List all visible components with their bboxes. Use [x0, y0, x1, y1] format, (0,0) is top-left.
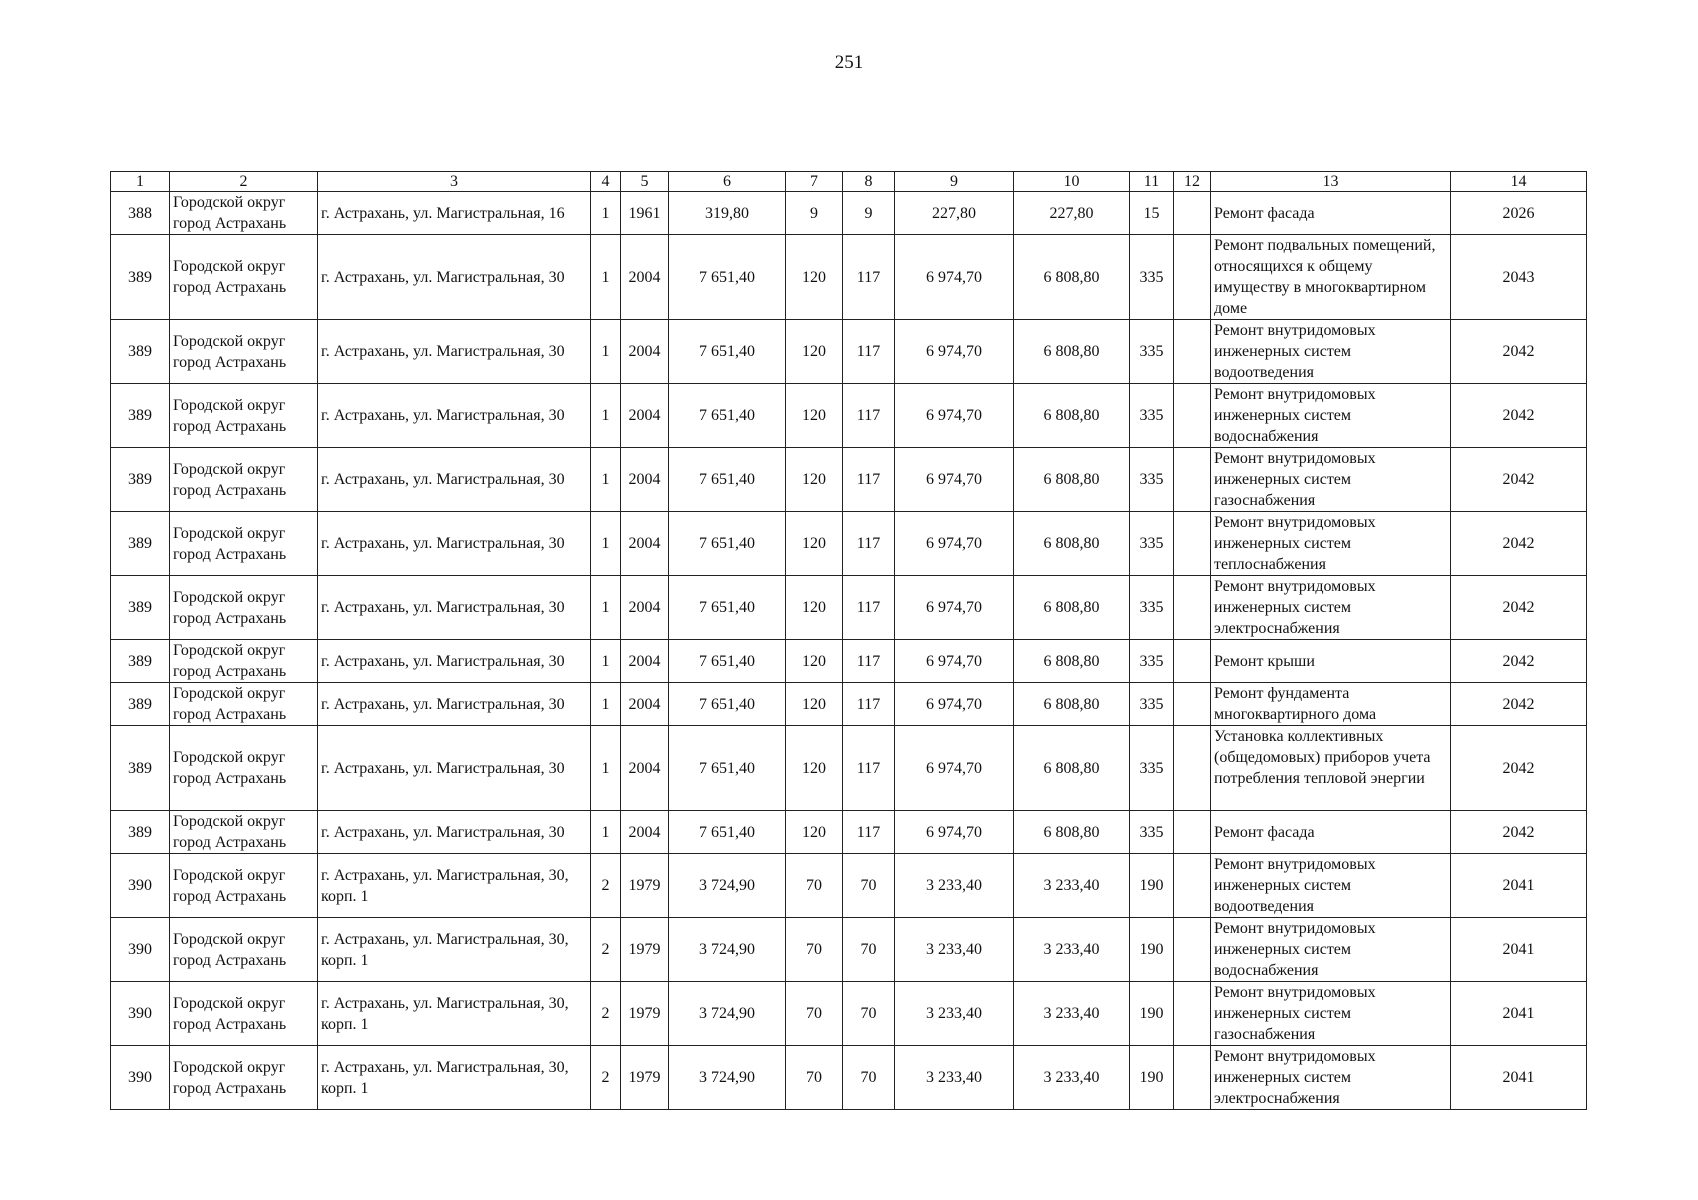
row-number-cell: 390	[111, 854, 170, 918]
living-apartments-cell: 70	[843, 854, 895, 918]
column-header: 13	[1211, 172, 1451, 192]
row-number-cell: 389	[111, 640, 170, 683]
planned-year-cell: 2041	[1451, 854, 1587, 918]
private-area-cell: 6 808,80	[1014, 726, 1130, 811]
private-area-cell: 6 808,80	[1014, 811, 1130, 854]
work-type-cell: Ремонт внутридомовых инженерных систем водоотведения	[1211, 854, 1451, 918]
year-cell: 2004	[621, 320, 669, 384]
total-area-cell: 7 651,40	[669, 384, 786, 448]
apartments-cell: 120	[786, 512, 843, 576]
table-row	[111, 640, 1587, 683]
row-number-cell: 389	[111, 811, 170, 854]
row-number-cell: 388	[111, 192, 170, 235]
table-row	[111, 320, 1587, 384]
living-apartments-cell: 117	[843, 320, 895, 384]
total-area-cell: 3 724,90	[669, 1046, 786, 1110]
total-area-cell: 3 724,90	[669, 982, 786, 1046]
total-area-cell: 319,80	[669, 192, 786, 235]
column-header: 5	[621, 172, 669, 192]
municipality-cell: Городской округ город Астрахань	[170, 683, 318, 726]
total-area-cell: 7 651,40	[669, 320, 786, 384]
living-area-cell: 3 233,40	[895, 982, 1014, 1046]
private-area-cell: 3 233,40	[1014, 1046, 1130, 1110]
column-header: 12	[1174, 172, 1211, 192]
column-header: 10	[1014, 172, 1130, 192]
living-apartments-cell: 117	[843, 235, 895, 320]
living-area-cell: 6 974,70	[895, 811, 1014, 854]
year-cell: 1979	[621, 982, 669, 1046]
living-area-cell: 6 974,70	[895, 448, 1014, 512]
address-cell: г. Астрахань, ул. Магистральная, 30, корп. 1	[318, 854, 591, 918]
municipality-cell: Городской округ город Астрахань	[170, 235, 318, 320]
work-type-cell: Ремонт фундамента многоквартирного дома	[1211, 683, 1451, 726]
address-cell: г. Астрахань, ул. Магистральная, 30	[318, 640, 591, 683]
private-area-cell: 6 808,80	[1014, 640, 1130, 683]
work-type-cell: Ремонт внутридомовых инженерных систем водоотведения	[1211, 320, 1451, 384]
total-area-cell: 7 651,40	[669, 235, 786, 320]
living-area-cell: 3 233,40	[895, 854, 1014, 918]
work-type-cell: Установка коллективных (общедомовых) приборов учета потребления тепловой энергии	[1211, 726, 1451, 811]
residents-cell: 335	[1130, 384, 1174, 448]
private-area-cell: 6 808,80	[1014, 683, 1130, 726]
row-number-cell: 389	[111, 448, 170, 512]
empty-cell	[1174, 384, 1211, 448]
residents-cell: 190	[1130, 854, 1174, 918]
municipality-cell: Городской округ город Астрахань	[170, 982, 318, 1046]
work-type-cell: Ремонт внутридомовых инженерных систем водоснабжения	[1211, 384, 1451, 448]
address-cell: г. Астрахань, ул. Магистральная, 30	[318, 576, 591, 640]
column-header: 8	[843, 172, 895, 192]
apartments-cell: 70	[786, 918, 843, 982]
floors-cell: 2	[591, 1046, 621, 1110]
column-header: 2	[170, 172, 318, 192]
column-header: 11	[1130, 172, 1174, 192]
empty-cell	[1174, 811, 1211, 854]
living-area-cell: 6 974,70	[895, 640, 1014, 683]
residents-cell: 335	[1130, 235, 1174, 320]
column-header: 9	[895, 172, 1014, 192]
column-header: 6	[669, 172, 786, 192]
work-type-cell: Ремонт крыши	[1211, 640, 1451, 683]
municipality-cell: Городской округ город Астрахань	[170, 854, 318, 918]
floors-cell: 1	[591, 320, 621, 384]
planned-year-cell: 2041	[1451, 982, 1587, 1046]
total-area-cell: 3 724,90	[669, 854, 786, 918]
living-apartments-cell: 117	[843, 448, 895, 512]
residents-cell: 335	[1130, 576, 1174, 640]
private-area-cell: 6 808,80	[1014, 235, 1130, 320]
planned-year-cell: 2042	[1451, 320, 1587, 384]
municipality-cell: Городской округ город Астрахань	[170, 576, 318, 640]
planned-year-cell: 2041	[1451, 918, 1587, 982]
apartments-cell: 120	[786, 683, 843, 726]
work-type-cell: Ремонт внутридомовых инженерных систем водоснабжения	[1211, 918, 1451, 982]
year-cell: 1979	[621, 854, 669, 918]
work-type-cell: Ремонт внутридомовых инженерных систем теплоснабжения	[1211, 512, 1451, 576]
municipality-cell: Городской округ город Астрахань	[170, 512, 318, 576]
table-row	[111, 726, 1587, 811]
living-area-cell: 6 974,70	[895, 235, 1014, 320]
row-number-cell: 389	[111, 320, 170, 384]
work-type-cell: Ремонт внутридомовых инженерных систем газоснабжения	[1211, 448, 1451, 512]
row-number-cell: 389	[111, 235, 170, 320]
floors-cell: 1	[591, 235, 621, 320]
total-area-cell: 7 651,40	[669, 640, 786, 683]
living-area-cell: 6 974,70	[895, 683, 1014, 726]
residents-cell: 190	[1130, 982, 1174, 1046]
living-apartments-cell: 117	[843, 683, 895, 726]
living-apartments-cell: 117	[843, 640, 895, 683]
work-type-cell: Ремонт внутридомовых инженерных систем электроснабжения	[1211, 1046, 1451, 1110]
floors-cell: 1	[591, 576, 621, 640]
year-cell: 2004	[621, 576, 669, 640]
empty-cell	[1174, 854, 1211, 918]
floors-cell: 1	[591, 811, 621, 854]
column-header: 4	[591, 172, 621, 192]
table-row	[111, 576, 1587, 640]
total-area-cell: 7 651,40	[669, 726, 786, 811]
address-cell: г. Астрахань, ул. Магистральная, 30	[318, 811, 591, 854]
living-area-cell: 3 233,40	[895, 918, 1014, 982]
year-cell: 1961	[621, 192, 669, 235]
register-table	[110, 171, 1587, 1110]
year-cell: 1979	[621, 918, 669, 982]
address-cell: г. Астрахань, ул. Магистральная, 30	[318, 448, 591, 512]
apartments-cell: 120	[786, 384, 843, 448]
living-apartments-cell: 70	[843, 982, 895, 1046]
column-header: 3	[318, 172, 591, 192]
table-body	[111, 192, 1587, 1110]
apartments-cell: 120	[786, 576, 843, 640]
floors-cell: 2	[591, 918, 621, 982]
living-apartments-cell: 117	[843, 512, 895, 576]
living-apartments-cell: 117	[843, 811, 895, 854]
column-header: 14	[1451, 172, 1587, 192]
row-number-cell: 389	[111, 512, 170, 576]
table-row	[111, 982, 1587, 1046]
apartments-cell: 120	[786, 726, 843, 811]
year-cell: 2004	[621, 640, 669, 683]
private-area-cell: 6 808,80	[1014, 448, 1130, 512]
floors-cell: 1	[591, 640, 621, 683]
municipality-cell: Городской округ город Астрахань	[170, 384, 318, 448]
total-area-cell: 7 651,40	[669, 683, 786, 726]
table-row	[111, 1046, 1587, 1110]
year-cell: 2004	[621, 448, 669, 512]
address-cell: г. Астрахань, ул. Магистральная, 16	[318, 192, 591, 235]
municipality-cell: Городской округ город Астрахань	[170, 448, 318, 512]
living-area-cell: 6 974,70	[895, 320, 1014, 384]
total-area-cell: 7 651,40	[669, 512, 786, 576]
living-area-cell: 6 974,70	[895, 512, 1014, 576]
address-cell: г. Астрахань, ул. Магистральная, 30	[318, 512, 591, 576]
private-area-cell: 3 233,40	[1014, 982, 1130, 1046]
residents-cell: 335	[1130, 320, 1174, 384]
apartments-cell: 120	[786, 320, 843, 384]
municipality-cell: Городской округ город Астрахань	[170, 1046, 318, 1110]
floors-cell: 1	[591, 683, 621, 726]
municipality-cell: Городской округ город Астрахань	[170, 640, 318, 683]
work-type-cell: Ремонт фасада	[1211, 192, 1451, 235]
table-row	[111, 811, 1587, 854]
apartments-cell: 70	[786, 1046, 843, 1110]
table-row	[111, 235, 1587, 320]
municipality-cell: Городской округ город Астрахань	[170, 726, 318, 811]
apartments-cell: 9	[786, 192, 843, 235]
residents-cell: 190	[1130, 1046, 1174, 1110]
apartments-cell: 120	[786, 235, 843, 320]
work-type-cell: Ремонт фасада	[1211, 811, 1451, 854]
year-cell: 1979	[621, 1046, 669, 1110]
row-number-cell: 389	[111, 683, 170, 726]
private-area-cell: 6 808,80	[1014, 320, 1130, 384]
row-number-cell: 390	[111, 918, 170, 982]
living-area-cell: 3 233,40	[895, 1046, 1014, 1110]
living-area-cell: 6 974,70	[895, 576, 1014, 640]
apartments-cell: 70	[786, 982, 843, 1046]
year-cell: 2004	[621, 512, 669, 576]
address-cell: г. Астрахань, ул. Магистральная, 30	[318, 683, 591, 726]
table-row	[111, 683, 1587, 726]
empty-cell	[1174, 1046, 1211, 1110]
private-area-cell: 3 233,40	[1014, 918, 1130, 982]
floors-cell: 1	[591, 448, 621, 512]
empty-cell	[1174, 640, 1211, 683]
column-number-row	[111, 172, 1587, 192]
address-cell: г. Астрахань, ул. Магистральная, 30	[318, 726, 591, 811]
apartments-cell: 70	[786, 854, 843, 918]
floors-cell: 2	[591, 982, 621, 1046]
table-row	[111, 448, 1587, 512]
private-area-cell: 6 808,80	[1014, 384, 1130, 448]
floors-cell: 2	[591, 854, 621, 918]
apartments-cell: 120	[786, 448, 843, 512]
planned-year-cell: 2042	[1451, 384, 1587, 448]
empty-cell	[1174, 726, 1211, 811]
row-number-cell: 389	[111, 384, 170, 448]
private-area-cell: 6 808,80	[1014, 512, 1130, 576]
apartments-cell: 120	[786, 640, 843, 683]
planned-year-cell: 2043	[1451, 235, 1587, 320]
municipality-cell: Городской округ город Астрахань	[170, 320, 318, 384]
row-number-cell: 389	[111, 576, 170, 640]
table-row	[111, 854, 1587, 918]
empty-cell	[1174, 918, 1211, 982]
table-row	[111, 192, 1587, 235]
address-cell: г. Астрахань, ул. Магистральная, 30, корп. 1	[318, 982, 591, 1046]
year-cell: 2004	[621, 384, 669, 448]
work-type-cell: Ремонт внутридомовых инженерных систем электроснабжения	[1211, 576, 1451, 640]
empty-cell	[1174, 320, 1211, 384]
living-apartments-cell: 70	[843, 918, 895, 982]
address-cell: г. Астрахань, ул. Магистральная, 30	[318, 235, 591, 320]
living-apartments-cell: 9	[843, 192, 895, 235]
column-header: 7	[786, 172, 843, 192]
year-cell: 2004	[621, 683, 669, 726]
total-area-cell: 7 651,40	[669, 576, 786, 640]
planned-year-cell: 2041	[1451, 1046, 1587, 1110]
municipality-cell: Городской округ город Астрахань	[170, 811, 318, 854]
planned-year-cell: 2042	[1451, 683, 1587, 726]
private-area-cell: 6 808,80	[1014, 576, 1130, 640]
address-cell: г. Астрахань, ул. Магистральная, 30	[318, 384, 591, 448]
year-cell: 2004	[621, 726, 669, 811]
residents-cell: 335	[1130, 811, 1174, 854]
empty-cell	[1174, 512, 1211, 576]
living-area-cell: 6 974,70	[895, 384, 1014, 448]
empty-cell	[1174, 683, 1211, 726]
apartments-cell: 120	[786, 811, 843, 854]
empty-cell	[1174, 982, 1211, 1046]
residents-cell: 335	[1130, 640, 1174, 683]
planned-year-cell: 2042	[1451, 512, 1587, 576]
row-number-cell: 390	[111, 982, 170, 1046]
floors-cell: 1	[591, 726, 621, 811]
year-cell: 2004	[621, 811, 669, 854]
living-apartments-cell: 117	[843, 384, 895, 448]
planned-year-cell: 2042	[1451, 640, 1587, 683]
living-area-cell: 227,80	[895, 192, 1014, 235]
total-area-cell: 7 651,40	[669, 811, 786, 854]
address-cell: г. Астрахань, ул. Магистральная, 30	[318, 320, 591, 384]
total-area-cell: 7 651,40	[669, 448, 786, 512]
page-number: 251	[834, 52, 864, 73]
total-area-cell: 3 724,90	[669, 918, 786, 982]
empty-cell	[1174, 448, 1211, 512]
residents-cell: 335	[1130, 683, 1174, 726]
work-type-cell: Ремонт подвальных помещений, относящихся к общему имуществу в многоквартирном доме	[1211, 235, 1451, 320]
planned-year-cell: 2042	[1451, 811, 1587, 854]
row-number-cell: 389	[111, 726, 170, 811]
private-area-cell: 3 233,40	[1014, 854, 1130, 918]
living-apartments-cell: 117	[843, 726, 895, 811]
work-type-cell: Ремонт внутридомовых инженерных систем газоснабжения	[1211, 982, 1451, 1046]
planned-year-cell: 2026	[1451, 192, 1587, 235]
empty-cell	[1174, 576, 1211, 640]
residents-cell: 15	[1130, 192, 1174, 235]
living-apartments-cell: 70	[843, 1046, 895, 1110]
table-row	[111, 512, 1587, 576]
floors-cell: 1	[591, 192, 621, 235]
planned-year-cell: 2042	[1451, 448, 1587, 512]
residents-cell: 190	[1130, 918, 1174, 982]
municipality-cell: Городской округ город Астрахань	[170, 192, 318, 235]
living-area-cell: 6 974,70	[895, 726, 1014, 811]
municipality-cell: Городской округ город Астрахань	[170, 918, 318, 982]
planned-year-cell: 2042	[1451, 576, 1587, 640]
planned-year-cell: 2042	[1451, 726, 1587, 811]
residents-cell: 335	[1130, 726, 1174, 811]
empty-cell	[1174, 192, 1211, 235]
address-cell: г. Астрахань, ул. Магистральная, 30, корп. 1	[318, 1046, 591, 1110]
floors-cell: 1	[591, 512, 621, 576]
living-apartments-cell: 117	[843, 576, 895, 640]
residents-cell: 335	[1130, 448, 1174, 512]
address-cell: г. Астрахань, ул. Магистральная, 30, корп. 1	[318, 918, 591, 982]
empty-cell	[1174, 235, 1211, 320]
floors-cell: 1	[591, 384, 621, 448]
row-number-cell: 390	[111, 1046, 170, 1110]
column-header: 1	[111, 172, 170, 192]
table-row	[111, 918, 1587, 982]
year-cell: 2004	[621, 235, 669, 320]
residents-cell: 335	[1130, 512, 1174, 576]
private-area-cell: 227,80	[1014, 192, 1130, 235]
table-row	[111, 384, 1587, 448]
